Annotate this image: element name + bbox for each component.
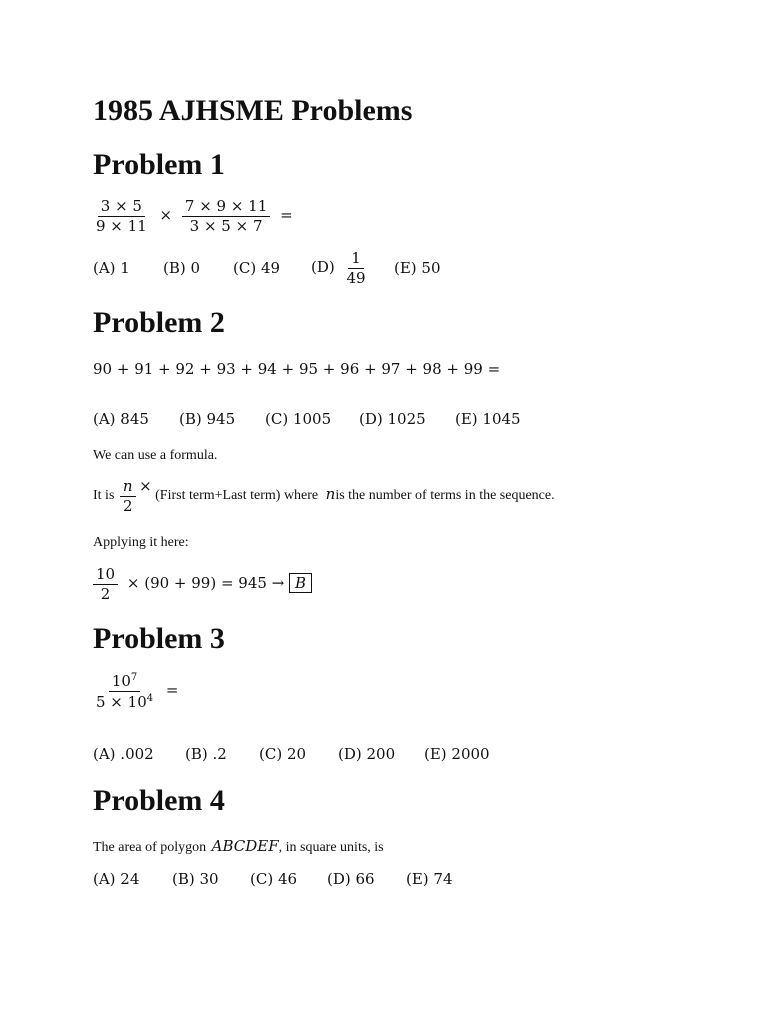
problem-3-expression: [93, 672, 183, 710]
choice-c: (C) 20: [259, 745, 307, 763]
numerator: 7 × 9 × 11: [182, 198, 270, 217]
choice-d: (D) 200: [338, 745, 396, 763]
numerator-exponent: 7: [130, 672, 138, 683]
choice-a: (A) 1: [93, 259, 130, 277]
problem-1-heading: Problem 1: [93, 148, 225, 181]
numerator: [109, 672, 140, 692]
fraction: [120, 478, 136, 514]
fraction: [93, 566, 118, 602]
choice-d: (D) 1025: [359, 410, 426, 428]
denominator: 2: [100, 584, 111, 603]
problem-3-heading: Problem 3: [93, 622, 225, 655]
calculation-text: × (90 + 99) = 945 →: [126, 574, 285, 592]
problem-4-suffix: , in square units, is: [278, 840, 384, 855]
problem-2-heading: Problem 2: [93, 306, 225, 339]
fraction: [182, 198, 270, 234]
choice-d: [311, 250, 369, 286]
numerator: 3 × 5: [98, 198, 145, 217]
numerator-base: 10: [111, 672, 131, 690]
numerator: 1: [348, 250, 364, 269]
formula-middle: (First term+Last term) where: [155, 488, 319, 504]
solution-intro: We can use a formula.: [93, 448, 218, 463]
problem-1-expression: [93, 198, 298, 234]
times-symbol: ×: [139, 477, 152, 496]
polygon-label: ABCDEF: [211, 837, 279, 855]
numerator: 10: [93, 566, 118, 585]
problem-4-prefix: The area of polygon: [93, 840, 207, 855]
problem-2-choices: [93, 410, 543, 430]
denominator-base: 5 × 10: [96, 692, 147, 711]
numerator: n: [120, 478, 136, 497]
times-symbol: ×: [159, 206, 173, 224]
choice-b: (B) 945: [179, 410, 236, 428]
choice-a: (A) .002: [93, 745, 154, 763]
problem-1-choices: [93, 250, 493, 290]
choice-b: (B) .2: [185, 745, 227, 763]
choice-e: (E) 1045: [455, 410, 521, 428]
choice-e: (E) 74: [406, 870, 453, 888]
solution-formula-line: [93, 478, 555, 514]
choice-a: (A) 845: [93, 410, 149, 428]
choice-e: (E) 50: [394, 259, 441, 277]
choice-b: (B) 0: [163, 259, 201, 277]
answer-box: B: [289, 573, 312, 593]
formula-suffix: is the number of terms in the sequence.: [335, 488, 555, 504]
solution-applying: Applying it here:: [93, 535, 189, 550]
equals-symbol: =: [165, 681, 179, 699]
fraction: [344, 250, 369, 286]
variable-n: n: [325, 485, 336, 504]
problem-3-choices: [93, 745, 513, 765]
choice-b: (B) 30: [172, 870, 219, 888]
choice-a: (A) 24: [93, 870, 140, 888]
denominator: [93, 692, 156, 711]
choice-c: (C) 1005: [265, 410, 332, 428]
solution-calculation: [93, 566, 312, 602]
problem-2-expression: 90 + 91 + 92 + 93 + 94 + 95 + 96 + 97 + 98 + 99 =: [93, 360, 501, 378]
denominator: 3 × 5 × 7: [189, 216, 263, 235]
choice-c: (C) 46: [250, 870, 298, 888]
problem-4-heading: Problem 4: [93, 784, 225, 817]
choice-e: (E) 2000: [424, 745, 490, 763]
problem-4-choices: [93, 870, 493, 890]
denominator: 9 × 11: [96, 216, 147, 235]
fraction: [93, 198, 150, 234]
choice-d: (D) 66: [327, 870, 375, 888]
choice-d-label: (D): [311, 258, 335, 276]
page-title: 1985 AJHSME Problems: [93, 94, 413, 127]
denominator: 49: [346, 268, 366, 287]
formula-prefix: It is: [93, 488, 115, 504]
denominator-exponent: 4: [146, 692, 154, 704]
problem-4-text: [93, 837, 384, 856]
choice-c: (C) 49: [233, 259, 281, 277]
fraction: [93, 672, 156, 710]
equals-symbol: =: [280, 206, 293, 224]
denominator: 2: [122, 496, 133, 515]
